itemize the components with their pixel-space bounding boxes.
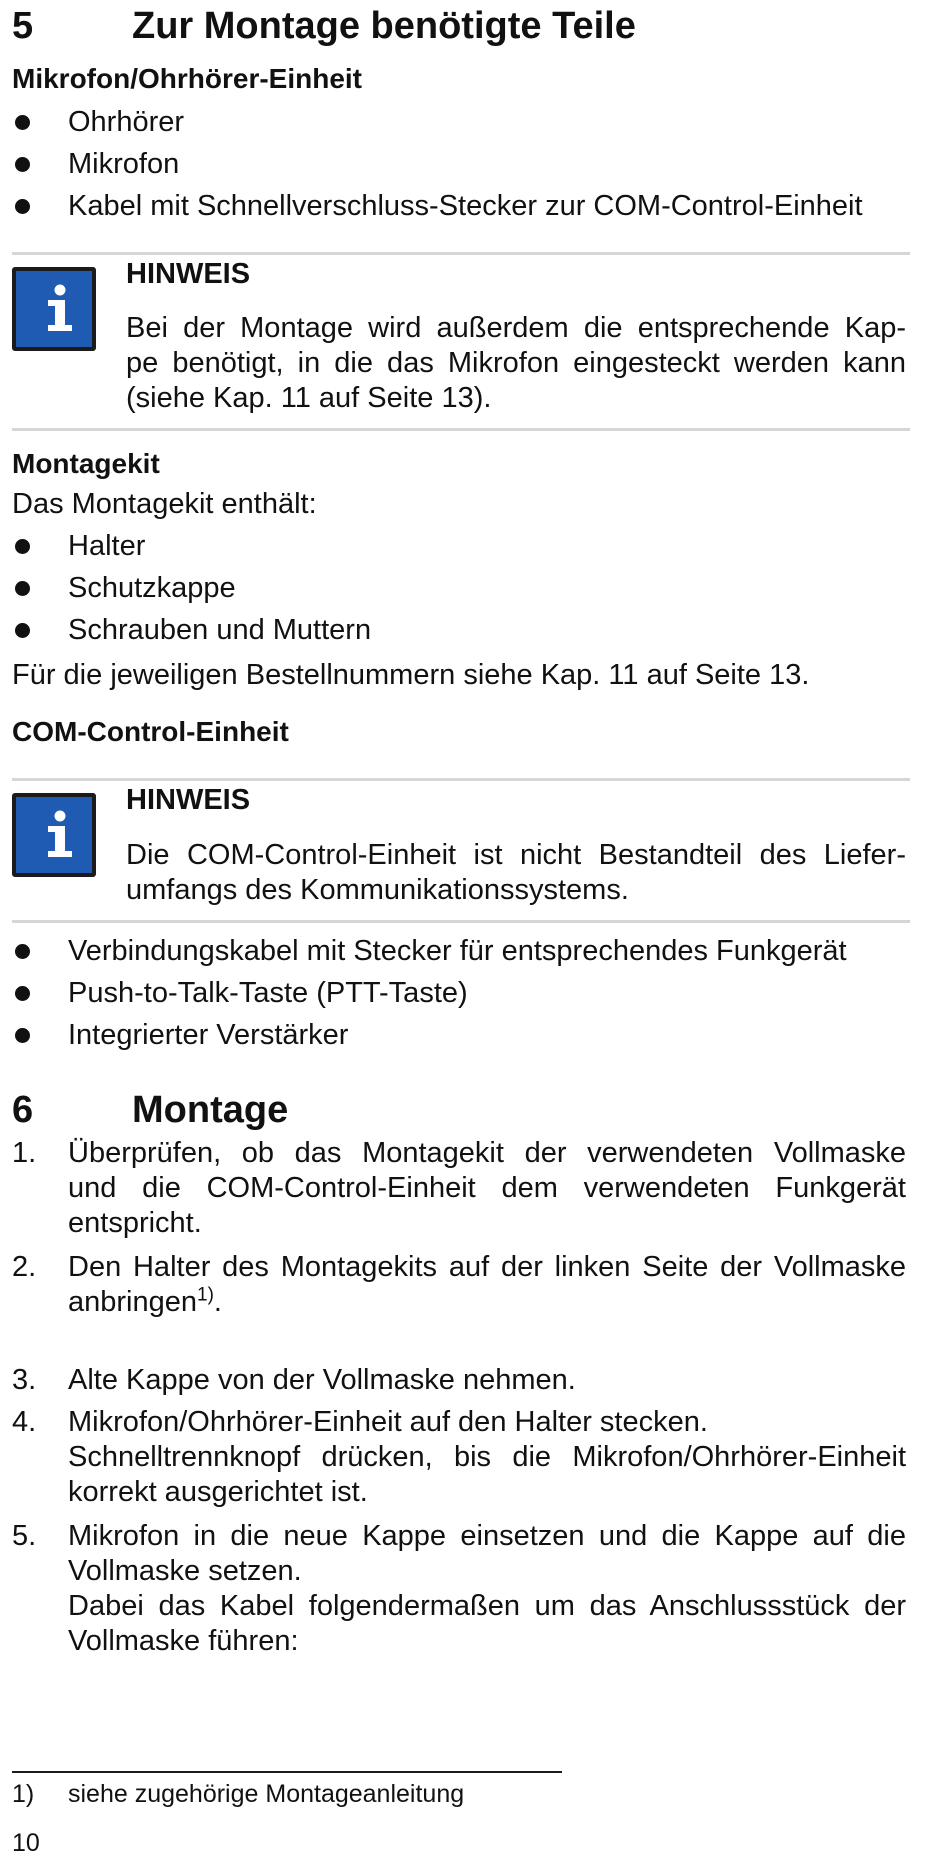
chapter-5-number: 5 [12,5,34,47]
step-line: anbringen [68,1286,197,1318]
bullet [15,581,30,596]
list-item: Schutzkappe [68,572,236,604]
note-line: (siehe Kap. 11 auf Seite 13). [126,382,492,414]
note-bottom-rule [12,920,910,923]
com-section-heading: COM-Control-Einheit [12,716,289,747]
list-item: Integrierter Verstärker [68,1019,349,1051]
bullet [15,157,30,172]
list-item: Ohrhörer [68,106,185,138]
page-number: 10 [12,1829,40,1857]
step-line: und die COM-Control-Einheit dem verwendeten Funkgerät [68,1172,906,1204]
step-line: Mikrofon/Ohrhörer-Einheit auf den Halter stecken. [68,1406,708,1438]
chapter-5-title: Zur Montage benötigte Teile [132,5,636,47]
bullet [15,539,30,554]
step-line: Alte Kappe von der Vollmaske nehmen. [68,1364,576,1396]
note-line: pe benötigt, in die das Mikrofon eingesteckt werden kann [126,347,906,379]
note-label: HINWEIS [126,784,251,816]
bullet [15,1028,30,1043]
note-top-rule [12,778,910,781]
step-line-with-footnote [68,1285,222,1320]
step-line: Schnelltrennknopf drücken, bis die Mikrofon/Ohrhörer-Einheit [68,1441,906,1473]
step-line: Mikrofon in die neue Kappe einsetzen und die Kappe auf die [68,1520,906,1552]
chapter-6-number: 6 [12,1089,34,1131]
bullet [15,199,30,214]
step-number: 4. [12,1406,37,1438]
kit-intro: Das Montagekit enthält: [12,488,317,520]
step-line: Überprüfen, ob das Montagekit der verwendeten Vollmaske [68,1137,906,1169]
order-numbers-reference: Für die jeweiligen Bestellnummern siehe Kap. 11 auf Seite 13. [12,659,810,691]
list-item: Kabel mit Schnellverschluss-Stecker zur COM-Control-Einheit [68,190,863,222]
list-item: Mikrofon [68,148,180,180]
step-line: Vollmaske setzen. [68,1555,302,1587]
note-top-rule [12,252,910,255]
list-item: Verbindungskabel mit Stecker für entsprechendes Funkgerät [68,935,847,967]
step-line: korrekt ausgerichtet ist. [68,1476,368,1508]
note-bottom-rule [12,428,910,431]
mic-section-heading: Mikrofon/Ohrhörer-Einheit [12,63,362,94]
note-line: Bei der Montage wird außerdem die entsprechende Kap- [126,312,906,344]
footnote-ref[interactable]: 1) [197,1284,214,1306]
bullet [15,944,30,959]
kit-section-heading: Montagekit [12,448,160,479]
step-line: entspricht. [68,1207,202,1239]
list-item: Halter [68,530,146,562]
step-line: Dabei das Kabel folgendermaßen um das Anschlussstück der [68,1590,906,1622]
step-line: Vollmaske führen: [68,1625,299,1657]
bullet [15,986,30,1001]
step-line-end: . [213,1286,222,1318]
chapter-6-title: Montage [132,1089,289,1131]
info-icon [12,267,96,351]
step-line: Den Halter des Montagekits auf der linken Seite der Vollmaske [68,1251,906,1283]
list-item: Push-to-Talk-Taste (PTT-Taste) [68,977,468,1009]
step-number: 1. [12,1137,37,1169]
footnote-marker: 1) [12,1780,35,1808]
list-item: Schrauben und Muttern [68,614,372,646]
note-line: umfangs des Kommunikationssystems. [126,874,629,906]
bullet [15,623,30,638]
step-number: 3. [12,1364,37,1396]
footnote-rule [12,1771,562,1773]
step-number: 2. [12,1251,37,1283]
note-line: Die COM-Control-Einheit ist nicht Bestandteil des Liefer- [126,839,906,871]
footnote-text: siehe zugehörige Montageanleitung [68,1780,465,1808]
note-label: HINWEIS [126,258,251,290]
step-number: 5. [12,1520,37,1552]
info-icon [12,793,96,877]
bullet [15,115,30,130]
